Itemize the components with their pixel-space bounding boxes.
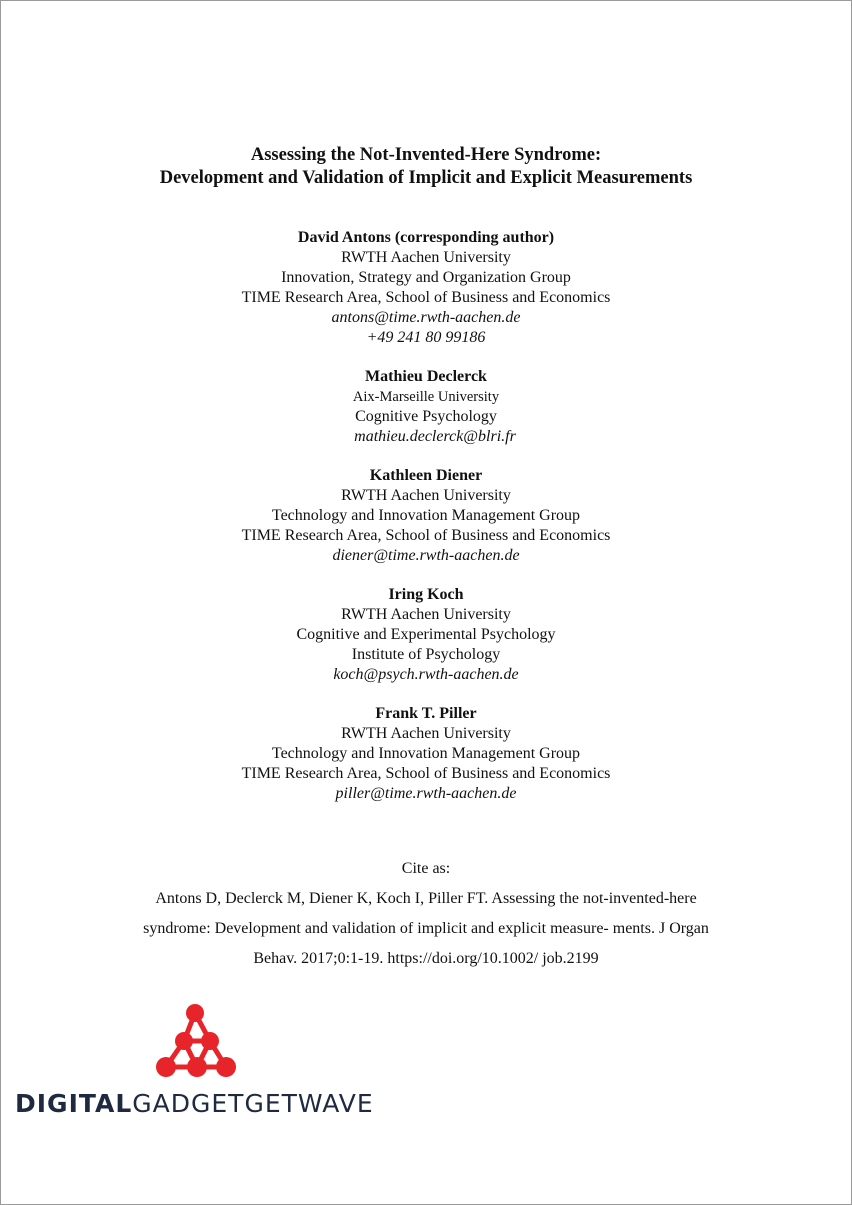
author-name: Mathieu Declerck: [365, 368, 487, 385]
affiliation-line: Innovation, Strategy and Organization Group: [281, 269, 571, 286]
affiliation-line: Institute of Psychology: [351, 646, 501, 663]
affiliation-line: RWTH Aachen University: [341, 725, 511, 742]
author-email: antons@time.rwth-aachen.de: [331, 309, 521, 326]
logo-text-bold: DIGITAL: [15, 1089, 133, 1118]
affiliation-line: TIME Research Area, School of Business and Economics: [241, 527, 611, 544]
watermark-logo: [15, 1001, 395, 1126]
cite-line: syndrome: Development and validation of implicit and explicit measure- ments. J Organ: [143, 920, 709, 937]
title-line-2: Development and Validation of Implicit and Explicit Measurements: [159, 168, 693, 188]
author-name: Iring Koch: [388, 586, 464, 603]
author-list: [1, 228, 851, 823]
title-line-1: Assessing the Not-Invented-Here Syndrome:: [250, 145, 602, 165]
logo-text-light: GADGETGETWAVE: [132, 1089, 374, 1118]
author-email: koch@psych.rwth-aachen.de: [333, 666, 519, 683]
author-email: piller@time.rwth-aachen.de: [335, 785, 517, 802]
author-name: Kathleen Diener: [369, 467, 483, 484]
cite-line: Behav. 2017;0:1-19. https://doi.org/10.1002/ job.2199: [253, 950, 599, 967]
affiliation-line: RWTH Aachen University: [341, 487, 511, 504]
logo-wordmark: [15, 1089, 374, 1118]
affiliation-line: RWTH Aachen University: [341, 249, 511, 266]
author-block: [1, 466, 851, 566]
affiliation-line: Cognitive Psychology: [355, 408, 497, 425]
cite-line: Antons D, Declerck M, Diener K, Koch I, Piller FT. Assessing the not-invented-here: [155, 890, 697, 907]
author-name: Frank T. Piller: [375, 705, 477, 722]
author-phone: +49 241 80 99186: [366, 329, 486, 346]
cite-label: Cite as:: [401, 860, 451, 877]
author-block: [1, 367, 851, 447]
affiliation-line: RWTH Aachen University: [341, 606, 511, 623]
affiliation-line: TIME Research Area, School of Business and Economics: [241, 289, 611, 306]
author-email: diener@time.rwth-aachen.de: [332, 547, 520, 564]
author-block: [1, 585, 851, 685]
network-triangle-icon: [153, 1001, 243, 1081]
author-block: [1, 704, 851, 804]
affiliation-line: Cognitive and Experimental Psychology: [296, 626, 556, 643]
affiliation-line: Aix-Marseille University: [352, 389, 500, 405]
affiliation-line: Technology and Innovation Management Group: [271, 507, 581, 524]
author-name: David Antons (corresponding author): [297, 229, 555, 246]
affiliation-line: Technology and Innovation Management Group: [271, 745, 581, 762]
author-email: mathieu.declerck@blri.fr: [354, 428, 516, 445]
paper-title: [1, 144, 851, 190]
author-block: [1, 228, 851, 348]
affiliation-line: TIME Research Area, School of Business and Economics: [241, 765, 611, 782]
citation-block: [1, 854, 851, 974]
